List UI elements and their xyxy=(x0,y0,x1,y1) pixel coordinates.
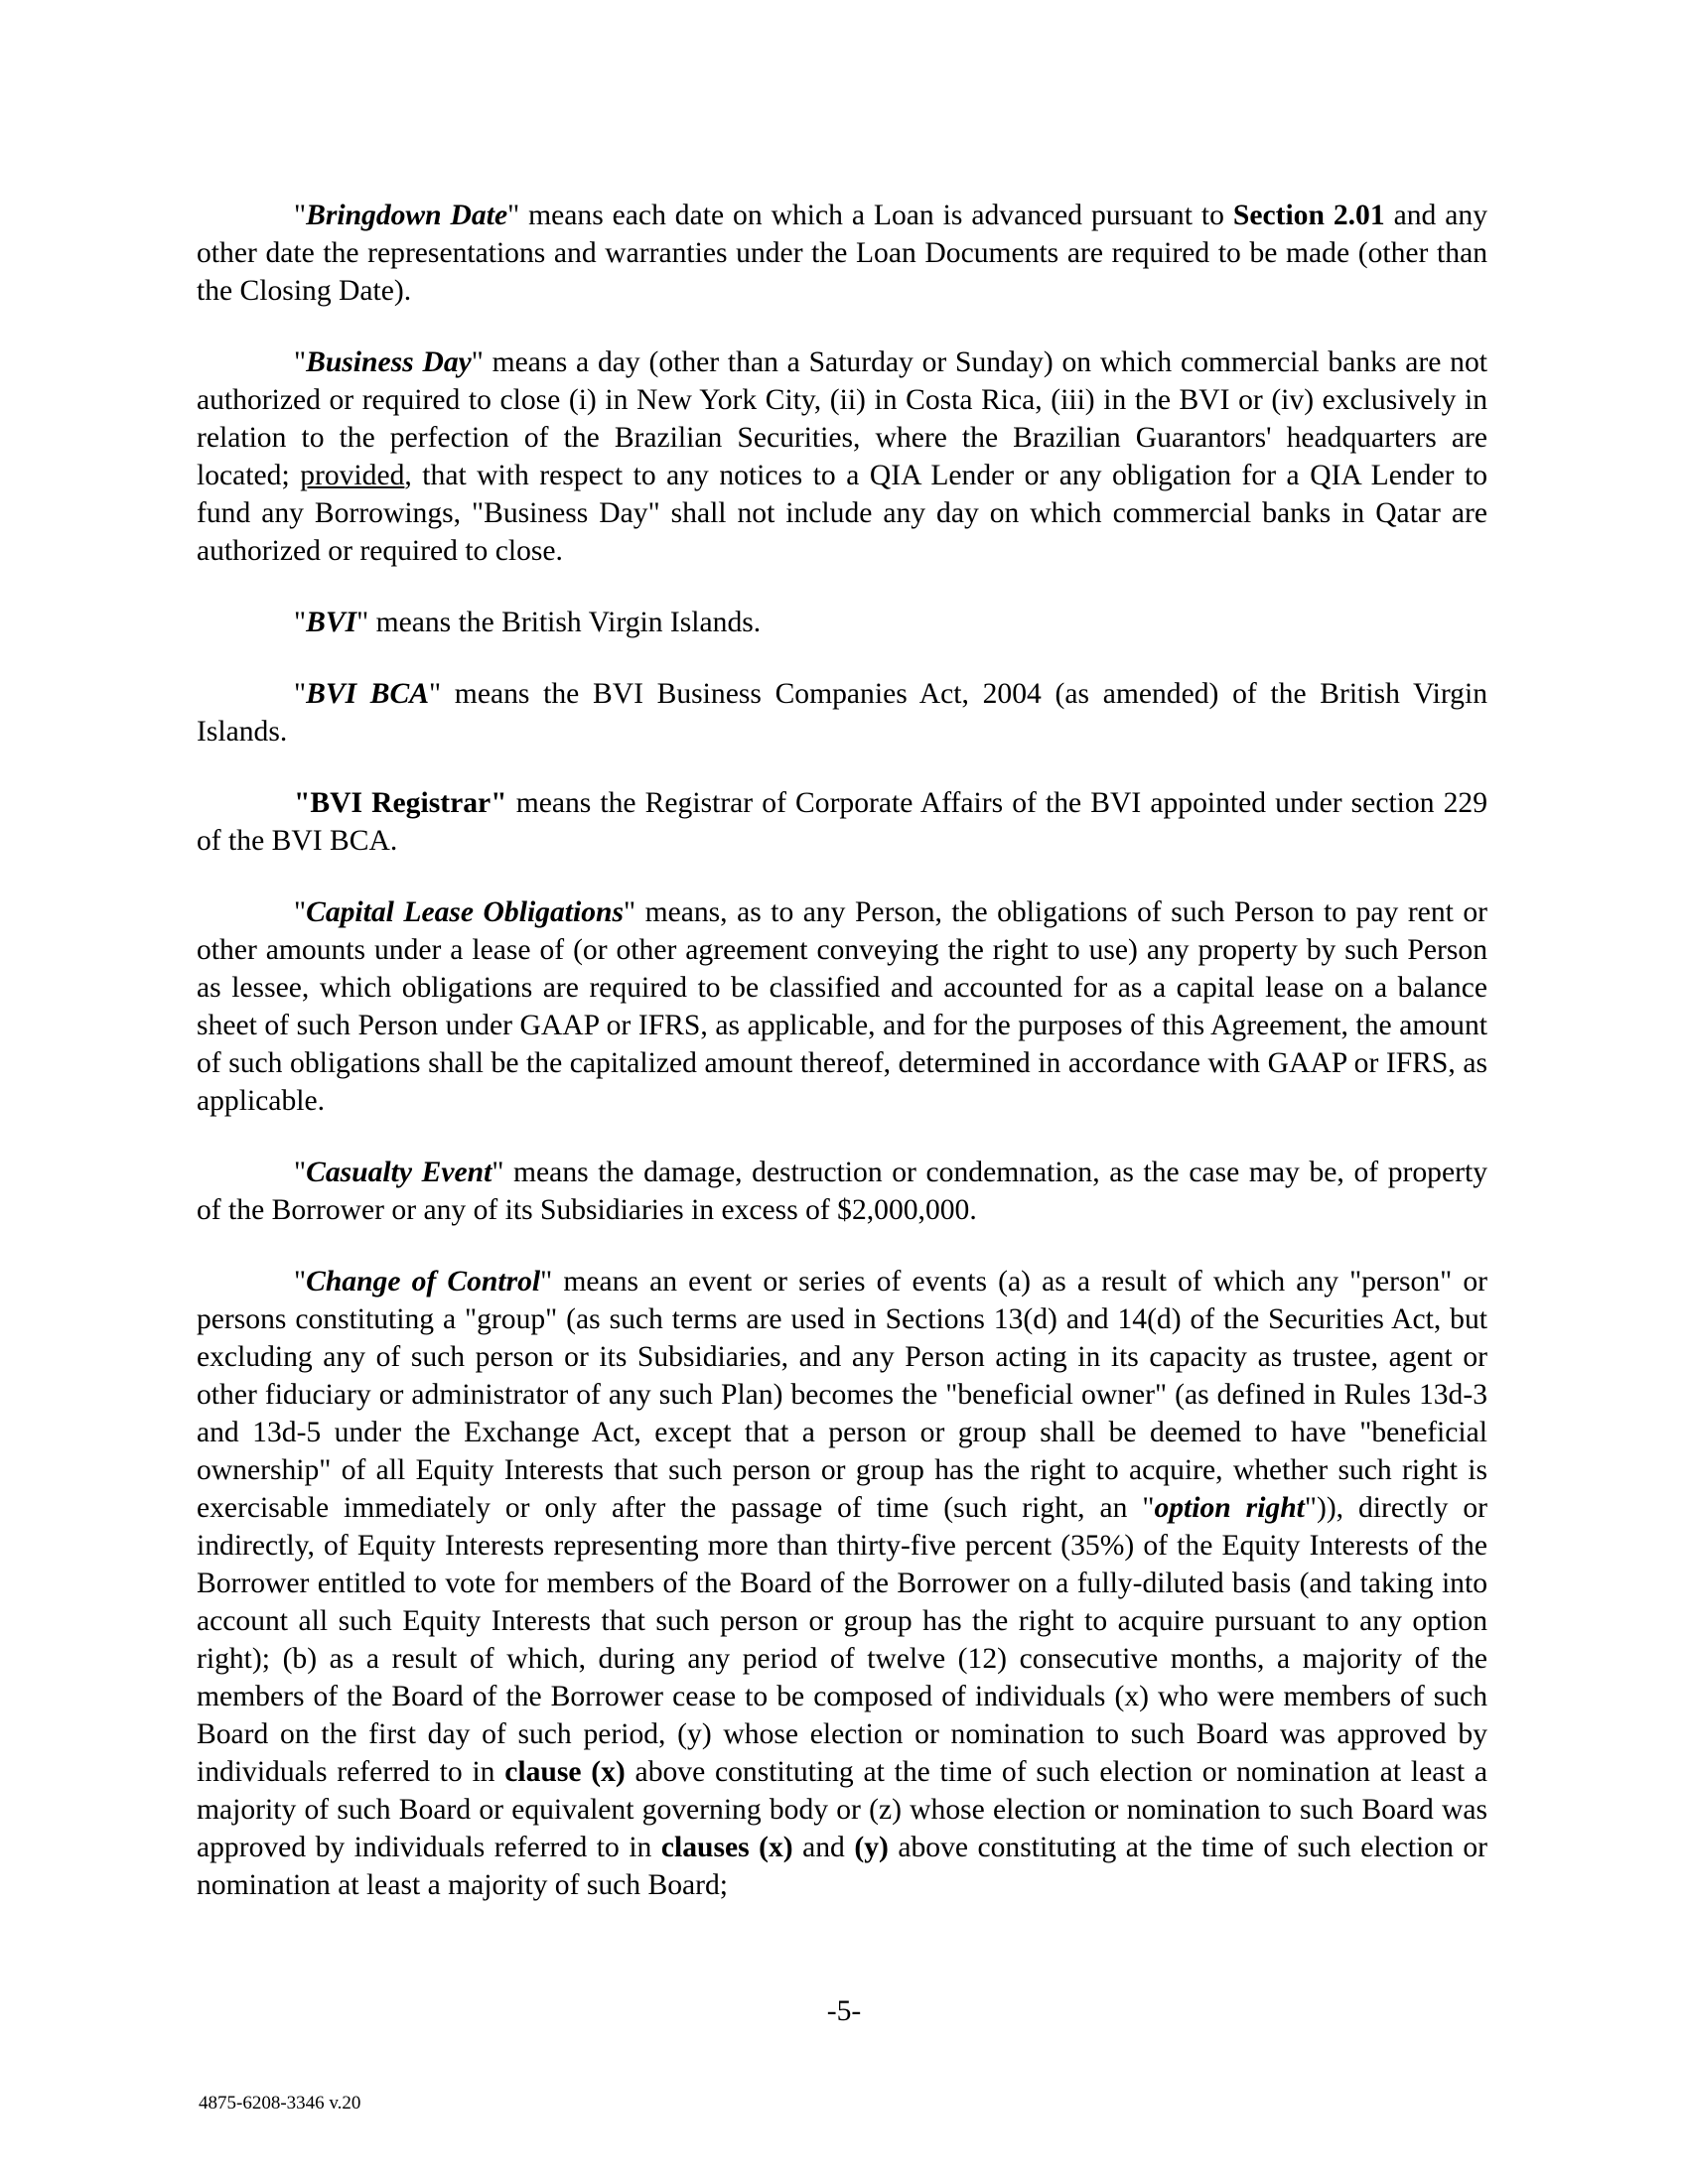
document-body xyxy=(197,197,1487,1938)
text-run: " xyxy=(294,678,307,710)
definition-casualty-event xyxy=(197,1154,1487,1229)
page-number: -5- xyxy=(826,1995,862,2027)
text-run: " means the British Virgin Islands. xyxy=(356,607,762,638)
defined-term-run: Casualty Event xyxy=(306,1157,492,1188)
document-id-footer: 4875-6208-3346 v.20 xyxy=(199,2093,361,2114)
text-run: means the Registrar of Corporate Affairs of the BVI appointed under section 229 of the BVI BCA. xyxy=(197,787,1487,857)
defined-term-run: Capital Lease Obligations xyxy=(306,896,624,928)
definition-bvi-bca xyxy=(197,675,1487,751)
definition-bvi xyxy=(197,604,1487,641)
definition-bringdown xyxy=(197,197,1487,310)
defined-term-run: BVI BCA xyxy=(306,678,430,710)
defined-term-run: clause (x) xyxy=(504,1756,626,1788)
text-run: ")), directly or indirectly, of Equity Interests representing more than thirty-five percent (35%) of the Equity Interests of the Borrower entitled to vote for members of the Board of the Borrower on a fully-diluted basis (and taking into account all such Equity Interests that such person or group has the right to acquire pursuant to any option right); (b) as a result of which, during any period of twelve (12) consecutive months, a majority of the members of the Board of the Borrower cease to be composed of individuals (x) who were members of such Board on the first day of such period, (y) whose election or nomination to such Board was approved by individuals referred to in xyxy=(197,1492,1487,1788)
definition-business-day xyxy=(197,343,1487,570)
defined-term-run: Change of Control xyxy=(306,1266,541,1297)
definition-change-of-control xyxy=(197,1263,1487,1904)
text-run: , that with respect to any notices to a QIA Lender or any obligation for a QIA Lender to fund any Borrowings, "Business Day" shall not include any day on which commercial banks in Qatar are authorized or required to close. xyxy=(197,460,1487,567)
text-run: " xyxy=(294,346,307,378)
text-run: above constituting at the time of such election or nomination at least a majority of such Board; xyxy=(197,1832,1488,1901)
text-run: " xyxy=(294,896,307,928)
definition-capital-lease xyxy=(197,893,1487,1120)
defined-term-run: provided xyxy=(300,460,405,491)
text-run: above constituting at the time of such election or nomination at least a majority of such Board or equivalent governing body or (z) whose election or nomination to such Board was approved by individuals referred to in xyxy=(197,1756,1487,1863)
defined-term-run: Bringdown Date xyxy=(306,200,508,231)
text-run: " xyxy=(294,200,307,231)
defined-term-run: "BVI Registrar" xyxy=(294,787,507,819)
text-run: " means a day (other than a Saturday or Sunday) on which commercial banks are not authorized or required to close (i) in New York City, (ii) in Costa Rica, (iii) in the BVI or (iv) exclusively in relation to the perfection of the Brazilian Securities, where the Brazilian Guarantors' headquarters are located; xyxy=(197,346,1487,491)
defined-term-run: BVI xyxy=(306,607,357,638)
defined-term-run: Section 2.01 xyxy=(1232,200,1385,231)
text-run: " xyxy=(294,607,307,638)
text-run: " means the BVI Business Companies Act, 2004 (as amended) of the British Virgin Islands. xyxy=(197,678,1487,748)
text-run: " means the damage, destruction or condemnation, as the case may be, of property of the Borrower or any of its Subsidiaries in excess of $2,000,000. xyxy=(197,1157,1487,1226)
defined-term-run: option right xyxy=(1154,1492,1305,1524)
text-run: " xyxy=(294,1157,307,1188)
text-run: " means, as to any Person, the obligations of such Person to pay rent or other amounts under a lease of (or other agreement conveying the right to use) any property by such Person as lessee, which obligations are required to be classified and accounted for as a capital lease on a balance sheet of such Person under GAAP or IFRS, as applicable, and for the purposes of this Agreement, the amount of such obligations shall be the capitalized amount thereof, determined in accordance with GAAP or IFRS, as applicable. xyxy=(197,896,1487,1117)
defined-term-run: (y) xyxy=(854,1832,889,1863)
defined-term-run: Business Day xyxy=(306,346,472,378)
definition-bvi-registrar xyxy=(197,784,1487,860)
text-run: " xyxy=(294,1266,307,1297)
text-run: and xyxy=(792,1832,855,1863)
text-run: and any other date the representations and warranties under the Loan Documents are required to be made (other than the Closing Date). xyxy=(197,200,1488,307)
text-run: " means each date on which a Loan is advanced pursuant to xyxy=(507,200,1233,231)
defined-term-run: clauses (x) xyxy=(660,1832,793,1863)
text-run: " means an event or series of events (a) as a result of which any "person" or persons constituting a "group" (as such terms are used in Sections 13(d) and 14(d) of the Securities Act, but excluding any of such person or its Subsidiaries, and any Person acting in its capacity as trustee, agent or other fiduciary or administrator of any such Plan) becomes the "beneficial owner" (as defined in Rules 13d-3 and 13d-5 under the Exchange Act, except that a person or group shall be deemed to have "beneficial ownership" of all Equity Interests that such person or group has the right to acquire, whether such right is exercisable immediately or only after the passage of time (such right, an " xyxy=(197,1266,1488,1524)
